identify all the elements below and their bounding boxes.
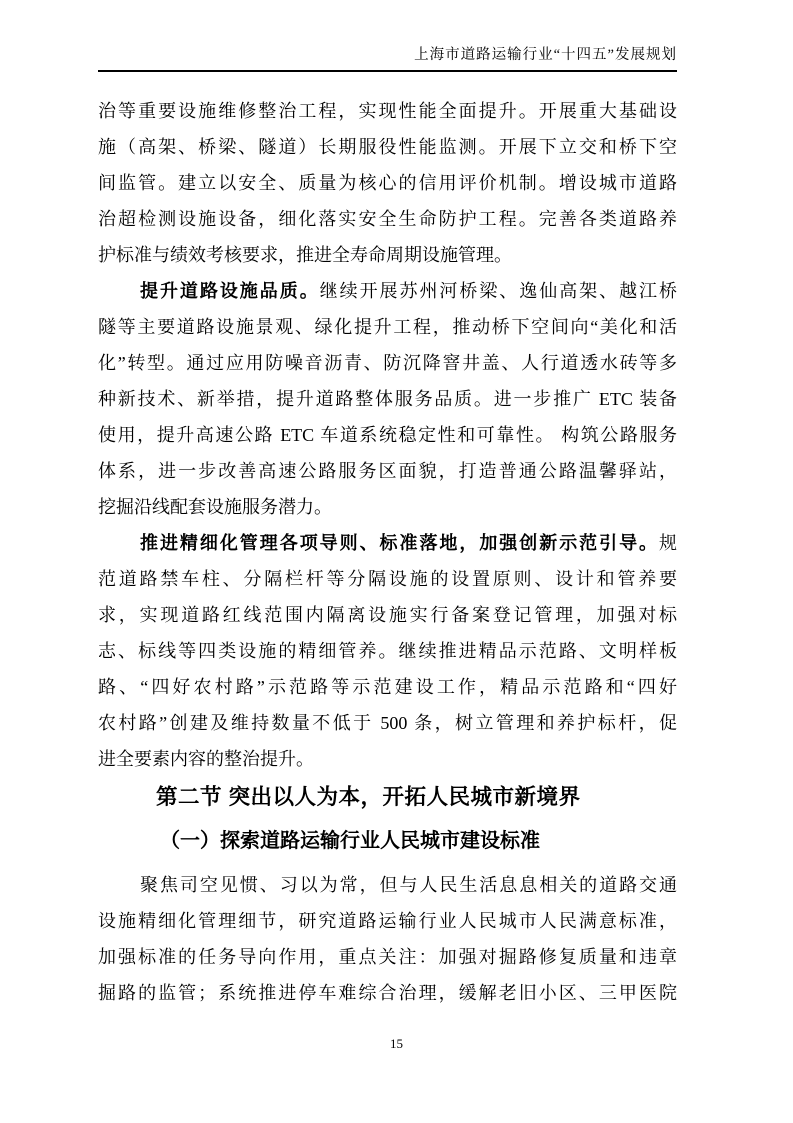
section-heading: 第二节 突出以人为本，开拓人民城市新境界 [156,785,581,809]
page-footer [0,1036,793,1052]
text-line: 隧等主要道路设施景观、绿化提升工程，推动桥下空间向“美化和活 [98,317,677,337]
paragraph [98,867,677,1011]
text-line: 农村路”创建及维持数量不低于 500 条，树立管理和养护标杆，促 [98,713,677,733]
text-line: 加强标准的任务导向作用，重点关注：加强对掘路修复质量和违章 [98,947,677,967]
text-line: 提升道路设施品质。继续开展苏州河桥梁、逸仙高架、越江桥 [140,281,677,301]
paragraph [98,93,677,273]
text-line: 聚焦司空见惯、习以为常，但与人民生活息息相关的道路交通 [140,875,677,895]
page-number: 15 [390,1036,403,1051]
text-line: 治等重要设施维修整治工程，实现性能全面提升。开展重大基础设 [98,101,677,121]
bold-lead-text: 推进精细化管理各项导则、标准落地，加强创新示范引导。 [140,533,659,553]
text-line: 掘路的监管；系统推进停车难综合治理，缓解老旧小区、三甲医院 [98,983,677,1003]
text-line: 种新技术、新举措，提升道路整体服务品质。进一步推广 ETC 装备 [98,389,677,409]
text-line: 间监管。建立以安全、质量为核心的信用评价机制。增设城市道路 [98,173,677,193]
bold-lead-text: 提升道路设施品质。 [140,281,320,301]
text-line: 范道路禁车柱、分隔栏杆等分隔设施的设置原则、设计和管养要 [98,569,677,589]
text-line: 推进精细化管理各项导则、标准落地，加强创新示范引导。规 [140,533,677,553]
text-line: 进全要素内容的整治提升。 [98,749,314,769]
header-title: 上海市道路运输行业“十四五”发展规划 [414,47,677,63]
text-line: 路、“四好农村路”示范路等示范建设工作，精品示范路和“四好 [98,677,677,697]
text-line: 治超检测设施设备，细化落实安全生命防护工程。完善各类道路养 [98,209,677,229]
text-line: 挖掘沿线配套设施服务潜力。 [98,497,332,517]
subsection-heading: （一）探索道路运输行业人民城市建设标准 [160,830,540,852]
document-content [98,93,677,1011]
page-header [98,44,677,72]
text-line: 体系，进一步改善高速公路服务区面貌，打造普通公路温馨驿站， [98,461,677,481]
text-line: 护标准与绩效考核要求，推进全寿命周期设施管理。 [98,245,512,265]
text-line: 使用，提升高速公路 ETC 车道系统稳定性和可靠性。 构筑公路服务 [98,425,677,445]
text-line: 施（高架、桥梁、隧道）长期服役性能监测。开展下立交和桥下空 [98,137,677,157]
text-line: 设施精细化管理细节，研究道路运输行业人民城市人民满意标准， [98,911,677,931]
paragraph [98,273,677,525]
text-line: 求，实现道路红线范围内隔离设施实行备案登记管理，加强对标 [98,605,677,625]
text-line: 志、标线等四类设施的精细管养。继续推进精品示范路、文明样板 [98,641,677,661]
paragraph [98,525,677,777]
text-line: 化”转型。通过应用防噪音沥青、防沉降窨井盖、人行道透水砖等多 [98,353,677,373]
